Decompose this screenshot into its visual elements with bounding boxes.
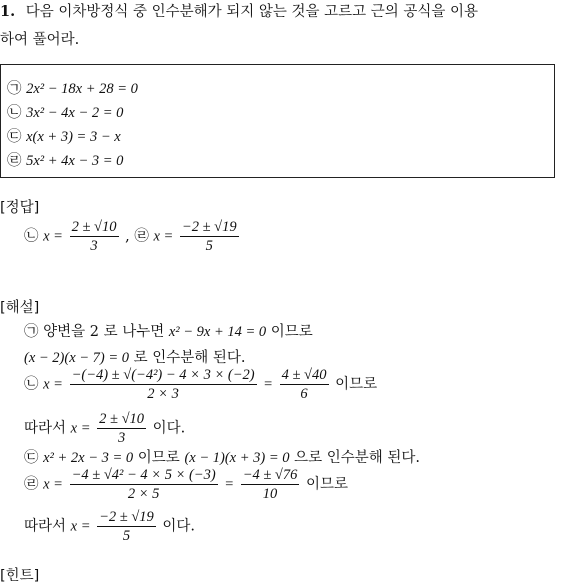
explanation-line-1: ㉠ 양변을 2 로 나누면 x² − 9x + 14 = 0 이므로 bbox=[24, 324, 313, 340]
explanation-l6-fraction: $\frac{\text{−4 ± √4² − 4 × 5 × (−3)}}{2 \times 5}$ bbox=[71, 467, 216, 502]
choice-a: ㉠ 2x² − 18x + 28 = 0 bbox=[7, 81, 138, 97]
choices-box bbox=[0, 64, 555, 178]
explanation-line-3: ㉡ x = $\frac{\text{−(−4) ± √(−4²) − 4 × 3 × (−2)}}{2 \times 3}$ = $\frac{4 \pm √40}{6}$ 이므로 bbox=[24, 367, 378, 402]
question-text-1: 다음 이차방정식 중 인수분해가 되지 않는 것을 고르고 근의 공식을 이용 bbox=[25, 4, 479, 20]
choice-b: ㉡ 3x² − 4x − 2 = 0 bbox=[7, 105, 124, 121]
explanation-l7-fraction: $\frac{-2 \pm √19}{5}$ bbox=[99, 509, 154, 544]
explanation-line-6: ㉣ x = $\frac{\text{−4 ± √4² − 4 × 5 × (−3)}}{2 \times 5}$ = $\frac{-4 \pm √76}{10}$ 이므로 bbox=[24, 467, 349, 502]
answer-line: ㉡ x = $\frac{2 \pm √10}{3}$ , ㉣ x = $\frac{-2 \pm √19}{5}$ bbox=[24, 219, 237, 254]
answer-a-fraction: $\frac{2 \pm √10}{3}$ bbox=[71, 219, 117, 254]
explanation-line-5: ㉢ x² + 2x − 3 = 0 이므로 (x − 1)(x + 3) = 0 으로 인수분해 된다. bbox=[24, 450, 420, 466]
choice-d: ㉣ 5x² + 4x − 3 = 0 bbox=[7, 153, 124, 169]
answer-heading: [정답] bbox=[0, 200, 40, 216]
explanation-l3-fraction: $\frac{\text{−(−4) ± √(−4²) − 4 × 3 × (−2)}}{2 \times 3}$ bbox=[71, 367, 255, 402]
choice-c-equation: x(x + 3) = 3 − x bbox=[26, 129, 121, 145]
explanation-l6-fraction-2: $\frac{-4 \pm √76}{10}$ bbox=[242, 467, 298, 502]
explanation-line-7: 따라서 x = $\frac{-2 \pm √19}{5}$ 이다. bbox=[24, 509, 196, 544]
choice-c: ㉢ x(x + 3) = 3 − x bbox=[7, 129, 121, 145]
explanation-l4-fraction: $\frac{2 \pm √10}{3}$ bbox=[99, 411, 145, 446]
question-line-1 bbox=[0, 0, 478, 21]
choice-d-equation: 5x² + 4x − 3 = 0 bbox=[26, 153, 124, 169]
explanation-line-2: (x − 2)(x − 7) = 0 로 인수분해 된다. bbox=[24, 350, 246, 366]
explanation-line-4: 따라서 x = $\frac{2 \pm √10}{3}$ 이다. bbox=[24, 411, 186, 446]
explanation-l3-fraction-2: $\frac{4 \pm √40}{6}$ bbox=[281, 367, 327, 402]
hint-heading: [힌트] bbox=[0, 568, 40, 584]
question-number: 1. bbox=[0, 3, 16, 20]
choice-a-equation: 2x² − 18x + 28 = 0 bbox=[26, 81, 138, 97]
choice-b-equation: 3x² − 4x − 2 = 0 bbox=[26, 105, 124, 121]
explanation-heading: [해설] bbox=[0, 300, 40, 316]
answer-b-fraction: $\frac{-2 \pm √19}{5}$ bbox=[181, 219, 237, 254]
question-text-2: 하여 풀어라. bbox=[0, 32, 80, 48]
